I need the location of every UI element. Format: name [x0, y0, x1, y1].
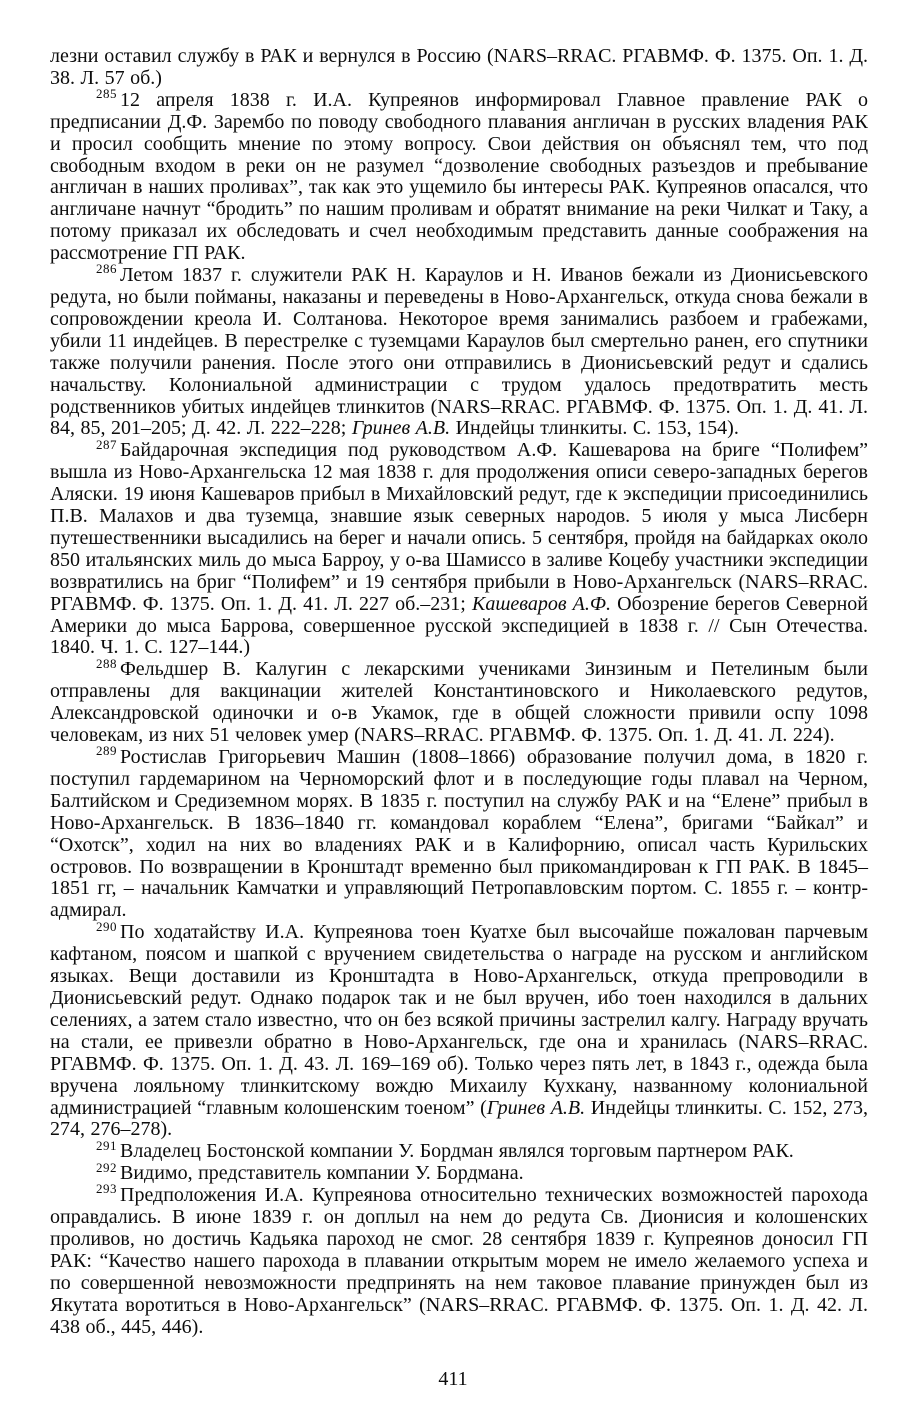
- footnote-289: [50, 743, 868, 922]
- text-run: Летом 1837 г. служители РАК Н. Караулов и Н. Иванов бежали из Дионисьевского редута, но были пойманы, наказаны и переведены в Ново-Архангельск, откуда снова бежали в сопровождении креола И. Солтанова. Некоторое время занимались разбоем и грабежами, убили 11 индейцев. В перестрелке с туземцами Караулов был смертельно ранен, его спутники также получили ранения. После этого они отправились в Дионисьевский редут и сдались начальству. Колониальной администрации с трудом удалось предотвратить месть родственников убитых индейцев тлинкитов (NARS–RRAC. РГАВМФ. Ф. 1375. Оп. 1. Д. 41. Л. 84, 85, 201–205; Д. 42. Л. 222–228;: [50, 264, 868, 440]
- text-run: Фельдшер В. Калугин с лекарскими учениками Зинзиным и Петелиным были отправлены для вакцинации жителей Константиновского и Николаевского редутов, Александровской одиночки и о-в Укамок, где в общей сложности привили оспу 1098 человекам, из них 51 человек умер (NARS–RRAC. РГАВМФ. Ф. 1375. Оп. 1. Д. 41. Л. 224).: [50, 658, 868, 747]
- footnote-number: 293: [96, 1181, 117, 1197]
- footnote-286: [50, 261, 868, 440]
- footnote-291: [50, 1137, 868, 1163]
- author-name-italic: Кашеваров А.Ф.: [472, 592, 611, 615]
- text-run: лезни оставил службу в РАК и вернулся в Россию (NARS–RRAC. РГАВМФ. Ф. 1375. Оп. 1. Д. 38. Л. 57 об.): [50, 45, 868, 89]
- text-run: Байдарочная экспедиция под руководством А.Ф. Кашеварова на бриге “Полифем” вышла из Ново-Архангельска 12 мая 1838 г. для продолжения описи северо-западных берегов Аляски. 19 июня Кашеваров прибыл в Михайловский редут, где к экспедиции присоединились П.В. Малахов и два туземца, знавшие язык северных народов. 5 июля у мыса Лисберн путешественники высадились на берег и начали опись. 5 сентября, пройдя на байдарках около 850 итальянских миль до мыса Барроу, у о-ва Шамиссо в заливе Коцебу участники экспедиции возвратились на бриг “Полифем” и 19 сентября прибыли в Ново-Архангельск (NARS–RRAC. РГАВМФ. Ф. 1375. Оп. 1. Д. 41. Л. 227 об.–231;: [50, 439, 868, 615]
- footnote-number: 292: [96, 1159, 117, 1175]
- text-run: Обозрение берегов Северной Америки до мыса Баррова, совершенное русской экспедицией в 1838 г. // Сын Отечества. 1840. Ч. 1. С. 127–144.): [50, 592, 868, 659]
- footnote-287: [50, 436, 868, 659]
- footnote-number: 290: [96, 918, 117, 934]
- footnote-292: [50, 1159, 868, 1185]
- text-run: Ростислав Григорьевич Машин (1808–1866) образование получил дома, в 1820 г. поступил гардемарином на Черноморский флот и в последующие годы плавал на Черном, Балтийском и Средиземном морях. В 1835 г. поступил на службу РАК и на “Елене” прибыл в Ново-Архангельск. В 1836–1840 гг. командовал кораблем “Елена”, бригами “Байкал” и “Охотск”, ходил на них во владениях РАК и в Калифорнию, описал часть Курильских островов. По возвращении в Кронштадт временно был прикомандирован к ГП РАК. В 1845–1851 гг, – начальник Камчатки и управляющий Петропавловским портом. С. 1855 г. – контр-адмирал.: [50, 746, 868, 922]
- footnote-288: [50, 655, 868, 747]
- endnotes-text-block: [50, 46, 868, 1338]
- text-run: По ходатайству И.А. Купреянова тоен Куатхе был высочайше пожалован парчевым кафтаном, поясом и шапкой с вручением свидетельства о награде на русском и английском языках. Вещи доставили из Кронштадта в Ново-Архангельск, откуда препроводили в Дионисьевский редут. Однако подарок так и не был вручен, ибо тоен находился в дальних селениях, а затем стало известно, что он без всякой причины застрелил калгу. Награду вручать на стали, ее привезли обратно в Ново-Архангельск, где она и хранилась (NARS–RRAC. РГАВМФ. Ф. 1375. Оп. 1. Д. 43. Л. 169–169 об). Только через пять лет, в 1843 г., одежда была вручена лояльному тлинкитскому вождю Михаилу Кухкану, названному колониальной администрацией “главным колошенским тоеном” (: [50, 921, 868, 1119]
- text-run: Индейцы тлинкиты. С. 152, 273, 274, 276–278).: [50, 1096, 869, 1141]
- footnote-number: 288: [96, 655, 117, 671]
- text-run: Индейцы тлинкиты. С. 153, 154).: [450, 417, 739, 440]
- text-run: 12 апреля 1838 г. И.А. Купреянов информировал Главное правление РАК о предписании Д.Ф. Зарембо по поводу свободного плавания англичан в русских владения РАК и просил сообщить мнение по этому вопросу. Свои действия он объяснял тем, что под свободным входом в реки он не разумел “дозволение свободных разъездов и пребывание англичан в наших проливах”, так как это ущемило бы интересы РАК. Купреянов опасался, что англичане начнут “бродить” по нашим проливам и обратят внимание на реки Чилкат и Таку, а потому приказал их обследовать и счел необходимым представить данные соображения на рассмотрение ГП РАК.: [50, 88, 868, 265]
- footnote-number: 287: [96, 436, 117, 452]
- text-run: Владелец Бостонской компании У. Бордман являлся торговым партнером РАК.: [120, 1140, 794, 1163]
- page-number: 411: [438, 1368, 468, 1390]
- footnote-number: 285: [96, 86, 117, 102]
- footnote-285: [50, 86, 868, 265]
- footnote-number: 291: [96, 1137, 117, 1153]
- text-run: Видимо, представитель компании У. Бордмана.: [120, 1162, 524, 1185]
- author-name-italic: Гринев А.В.: [486, 1096, 586, 1119]
- footnote-number: 286: [96, 261, 117, 277]
- note-continuation: [50, 46, 868, 90]
- scanned-book-page: [50, 46, 868, 1338]
- footnote-293: [50, 1181, 868, 1338]
- text-run: Предположения И.А. Купреянова относительно технических возможностей парохода оправдались. В июне 1839 г. он доплыл на нем до редута Св. Дионисия и колошенских проливов, но достичь Кадьяка пароход не смог. 28 сентября 1839 г. Купреянов доносил ГП РАК: “Качество нашего парохода в плавании открытым морем не имело желаемого успеха и по совершенной невозможности предпринять на нем таковое плавание принужден был из Якутата воротиться в Ново-Архангельск” (NARS–RRAC. РГАВМФ. Ф. 1375. Оп. 1. Д. 42. Л. 438 об., 445, 446).: [50, 1184, 868, 1338]
- author-name-italic: Гринев А.В.: [351, 417, 451, 440]
- footnote-290: [50, 918, 869, 1141]
- footnote-number: 289: [96, 743, 117, 759]
